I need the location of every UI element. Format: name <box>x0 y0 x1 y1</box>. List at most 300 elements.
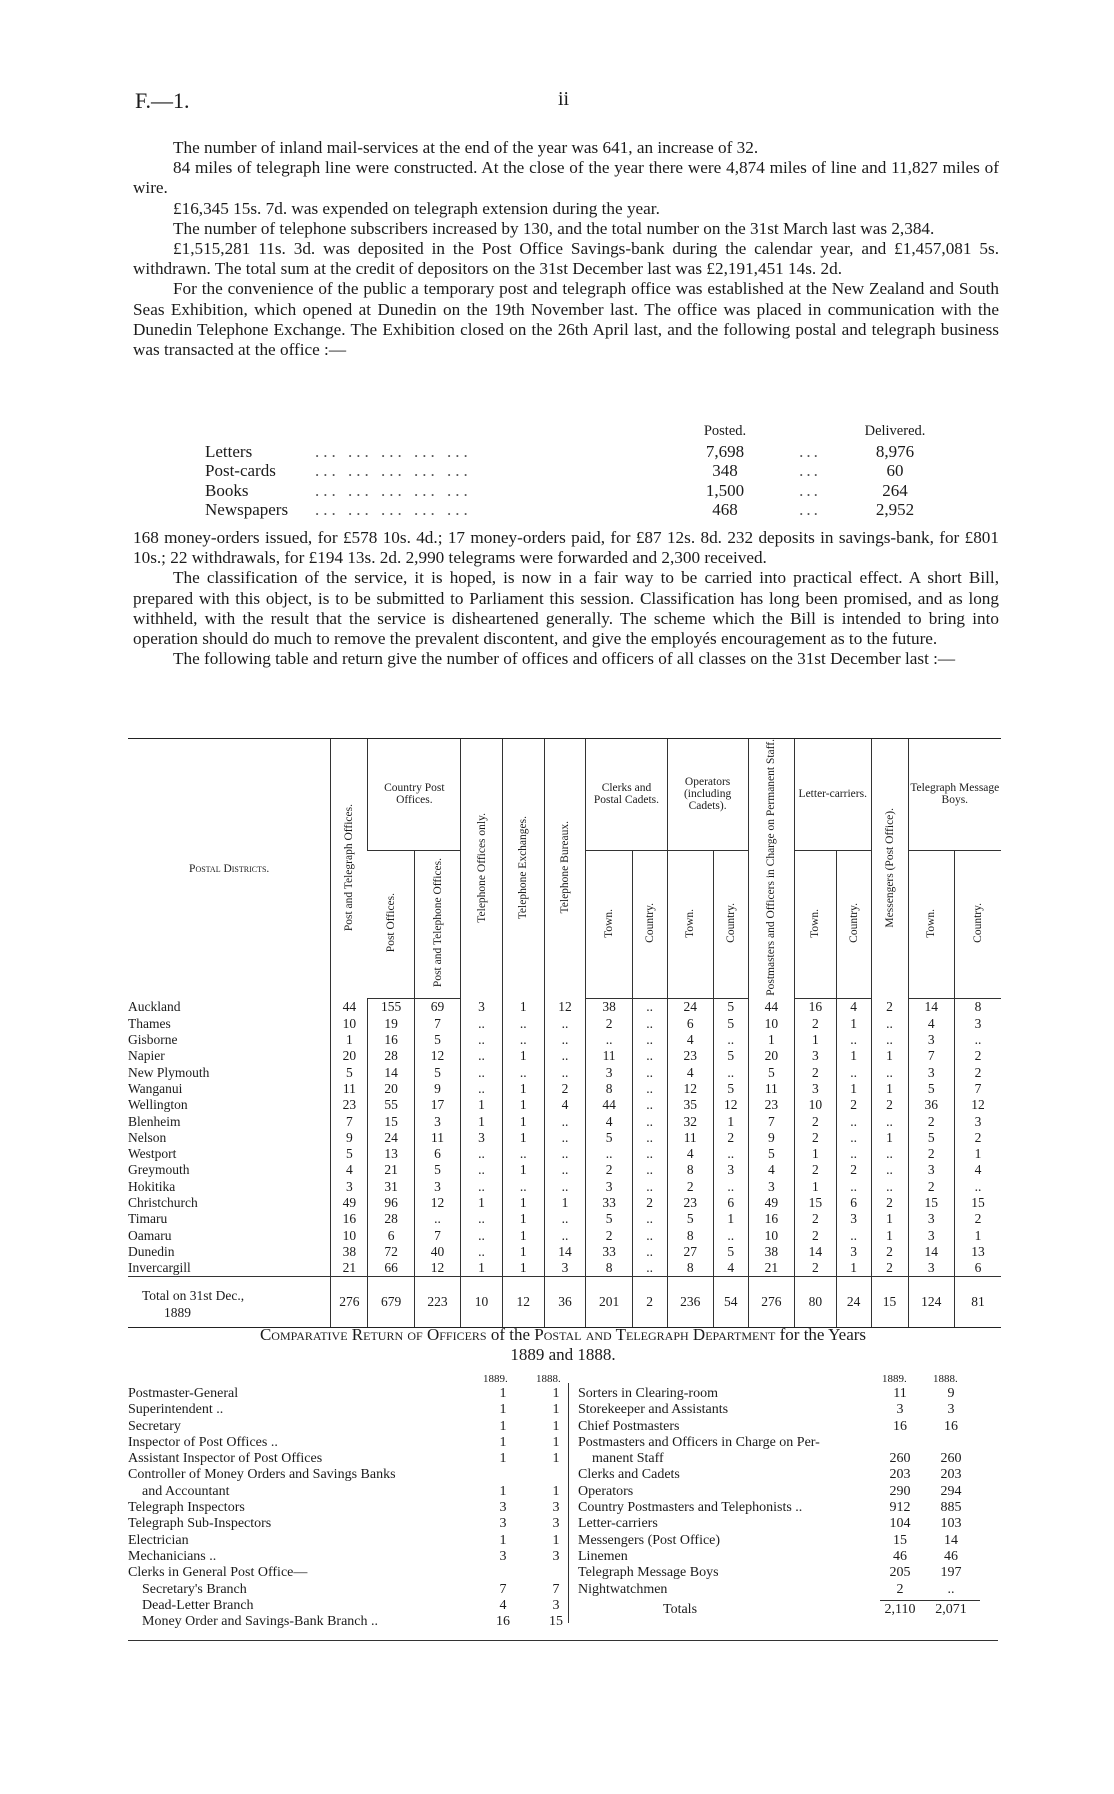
return-label: Clerks in General Post Office— <box>128 1565 308 1581</box>
table-cell: .. <box>544 1016 586 1032</box>
total-cell: 276 <box>748 1277 794 1328</box>
document-reference: F.—1. <box>135 88 190 113</box>
table-cell: 2 <box>795 1064 837 1080</box>
return-row <box>578 1582 998 1598</box>
year-1889-left: 1889. <box>483 1373 508 1385</box>
country-subheader: Country. <box>971 903 984 943</box>
table-cell: 2 <box>836 1162 871 1178</box>
table-cell: .. <box>502 1064 544 1080</box>
table-cell: 3 <box>414 1113 460 1129</box>
table-cell: 1 <box>461 1113 503 1129</box>
title-part: Postal and Telegraph Department <box>534 1325 776 1344</box>
value-1888: 1 <box>552 1418 560 1434</box>
value-1889: 4 <box>499 1597 507 1613</box>
table-cell: 9 <box>331 1130 368 1146</box>
table-cell: 2 <box>871 1097 908 1113</box>
table-cell: 1 <box>461 1097 503 1113</box>
table-cell: 1 <box>871 1130 908 1146</box>
table-cell: 1 <box>461 1260 503 1277</box>
value-1888: 885 <box>940 1500 962 1516</box>
return-row <box>128 1500 558 1516</box>
return-row <box>128 1419 558 1435</box>
table-cell: 20 <box>368 1081 414 1097</box>
return-label: Telegraph Inspectors <box>128 1500 245 1516</box>
total-cell: 124 <box>908 1277 954 1328</box>
return-label: Secretary's Branch <box>128 1581 247 1597</box>
table-cell: 21 <box>368 1162 414 1178</box>
table-cell: .. <box>544 1211 586 1227</box>
district-row <box>128 1113 1001 1129</box>
table-cell: 2 <box>871 1244 908 1260</box>
return-row <box>578 1565 998 1581</box>
table-cell: 2 <box>908 1146 954 1162</box>
table-cell: 14 <box>908 999 954 1016</box>
return-label: Linemen <box>578 1548 628 1564</box>
table-cell: .. <box>461 1146 503 1162</box>
table-cell: 5 <box>713 1016 748 1032</box>
table-cell: 5 <box>908 1130 954 1146</box>
value-1889: 1 <box>499 1451 507 1467</box>
districts-header: Postal Districts. <box>128 739 331 999</box>
table-cell: 15 <box>368 1113 414 1129</box>
table-cell: 3 <box>836 1211 871 1227</box>
table-cell: 12 <box>713 1097 748 1113</box>
intro-text <box>133 138 999 360</box>
table-cell: .. <box>502 1146 544 1162</box>
district-name: Thames <box>128 1015 171 1031</box>
value-1889: 912 <box>889 1500 911 1516</box>
table-cell: 12 <box>954 1097 1001 1113</box>
table-cell: 2 <box>908 1113 954 1129</box>
table-cell: .. <box>871 1162 908 1178</box>
return-label: Chief Postmasters <box>578 1418 680 1434</box>
value-1888: 7 <box>552 1581 560 1597</box>
column-divider <box>568 1383 569 1623</box>
total-cell: 15 <box>871 1277 908 1328</box>
total-cell: 54 <box>713 1277 748 1328</box>
paragraph: The number of inland mail-services at the end of the year was 641, an increase of 32. <box>173 138 759 157</box>
table-cell: 2 <box>795 1113 837 1129</box>
return-row <box>578 1402 998 1418</box>
letter-carriers-header: Letter-carriers. <box>795 739 872 851</box>
mail-delivered: 8,976 <box>875 441 915 461</box>
table-cell: 1 <box>748 1032 794 1048</box>
district-row <box>128 1179 1001 1195</box>
table-cell: 1 <box>461 1195 503 1211</box>
table-cell: 8 <box>667 1260 713 1277</box>
table-cell: .. <box>871 1032 908 1048</box>
district-name: Oamaru <box>128 1227 172 1243</box>
table-cell: 2 <box>954 1064 1001 1080</box>
district-name: Invercargill <box>128 1260 191 1276</box>
value-1889: 1 <box>499 1483 507 1499</box>
mail-label: Books <box>205 480 249 500</box>
table-cell: 4 <box>954 1162 1001 1178</box>
table-cell: 1 <box>502 1081 544 1097</box>
page-number: ii <box>558 88 570 110</box>
return-row <box>578 1533 998 1549</box>
table-cell: 2 <box>795 1162 837 1178</box>
table-cell: 1 <box>502 1244 544 1260</box>
table-cell: .. <box>544 1032 586 1048</box>
return-label: Operators <box>578 1483 634 1499</box>
table-cell: 55 <box>368 1097 414 1113</box>
table-cell: 5 <box>713 999 748 1016</box>
year-1888-right: 1888. <box>933 1373 958 1385</box>
table-cell: .. <box>713 1032 748 1048</box>
table-cell: 23 <box>667 1195 713 1211</box>
mail-posted: 348 <box>712 461 738 481</box>
comparative-right-column <box>578 1386 998 1618</box>
return-label: Telegraph Sub-Inspectors <box>128 1516 272 1532</box>
table-cell: 3 <box>908 1064 954 1080</box>
table-cell: 2 <box>586 1162 632 1178</box>
value-1889: 205 <box>889 1565 911 1581</box>
table-cell: 7 <box>748 1113 794 1129</box>
table-cell: .. <box>836 1130 871 1146</box>
table-cell: .. <box>836 1227 871 1243</box>
table-cell: 2 <box>954 1211 1001 1227</box>
table-cell: 1 <box>954 1146 1001 1162</box>
table-cell: 3 <box>954 1016 1001 1032</box>
table-cell: .. <box>632 1113 667 1129</box>
return-row <box>578 1435 998 1451</box>
delivered-header: Delivered. <box>864 423 926 440</box>
return-row <box>128 1582 558 1598</box>
offices-officers-table <box>128 738 1001 1328</box>
table-cell: .. <box>544 1146 586 1162</box>
table-cell: 10 <box>331 1227 368 1243</box>
table-cell: .. <box>632 1227 667 1243</box>
table-cell: 13 <box>368 1146 414 1162</box>
year-1888-left: 1888. <box>536 1373 561 1385</box>
table-cell: 12 <box>414 1260 460 1277</box>
table-cell: .. <box>632 1162 667 1178</box>
return-row <box>128 1516 558 1532</box>
table-cell: 3 <box>544 1260 586 1277</box>
table-cell: 23 <box>331 1097 368 1113</box>
operators-header: Operators (including Cadets). <box>667 739 748 851</box>
table-cell: 16 <box>368 1032 414 1048</box>
district-row <box>128 1211 1001 1227</box>
table-cell: 16 <box>748 1211 794 1227</box>
table-cell: 20 <box>748 1048 794 1064</box>
value-1889: 260 <box>889 1451 911 1467</box>
table-cell: 4 <box>331 1162 368 1178</box>
posted-header: Posted. <box>703 423 747 440</box>
return-row <box>128 1467 558 1483</box>
table-cell: 24 <box>667 999 713 1016</box>
district-name: Auckland <box>128 999 181 1015</box>
table-cell: 10 <box>748 1016 794 1032</box>
table-cell: 2 <box>871 1195 908 1211</box>
table-cell: 1 <box>502 1195 544 1211</box>
table-cell: 7 <box>414 1227 460 1243</box>
paragraph: 168 money-orders issued, for £578 10s. 4d.; 17 money-orders paid, for £87 12s. 8d. 232 deposits in savings-bank, for £801 10s.; 22 withdrawals, for £194 13s. 2d. 2,990 telegrams were forwarded and 2,300 received. <box>133 528 999 568</box>
value-1889: 1 <box>499 1532 507 1548</box>
return-label: Letter-carriers <box>578 1516 658 1532</box>
value-1889: 3 <box>499 1500 507 1516</box>
table-cell: 10 <box>331 1016 368 1032</box>
table-cell: 1 <box>502 1097 544 1113</box>
country-subheader: Country. <box>643 903 656 943</box>
district-row <box>128 1260 1001 1277</box>
table-cell: .. <box>836 1179 871 1195</box>
postmasters-header: Postmasters and Officers in Charge on Permanent Staff. <box>765 739 778 996</box>
staff-table-body <box>128 999 1001 1328</box>
table-cell: 3 <box>748 1179 794 1195</box>
district-name: New Plymouth <box>128 1064 210 1080</box>
table-cell: 36 <box>908 1097 954 1113</box>
table-cell: 3 <box>414 1179 460 1195</box>
value-1888: 103 <box>940 1516 962 1532</box>
district-name: Nelson <box>128 1129 167 1145</box>
table-cell: .. <box>544 1227 586 1243</box>
table-cell: 12 <box>414 1195 460 1211</box>
table-cell: 3 <box>836 1244 871 1260</box>
value-1888: 294 <box>940 1483 962 1499</box>
post-offices-subheader: Post Offices. <box>384 893 397 953</box>
table-cell: 16 <box>331 1211 368 1227</box>
total-row <box>128 1277 1001 1328</box>
table-cell: 35 <box>667 1097 713 1113</box>
table-cell: 5 <box>414 1032 460 1048</box>
value-1888: 1 <box>552 1434 560 1450</box>
table-cell: .. <box>461 1162 503 1178</box>
table-cell: 11 <box>414 1130 460 1146</box>
return-label: Dead-Letter Branch <box>128 1597 254 1613</box>
return-row <box>128 1402 558 1418</box>
country-subheader: Country. <box>724 903 737 943</box>
district-name: Christchurch <box>128 1195 198 1210</box>
town-subheader: Town. <box>809 908 822 938</box>
total-1888: 2,071 <box>935 1601 967 1617</box>
table-cell: 17 <box>414 1097 460 1113</box>
table-cell: 5 <box>414 1064 460 1080</box>
mail-posted: 1,500 <box>705 480 745 500</box>
table-cell: .. <box>586 1146 632 1162</box>
table-cell: .. <box>632 1081 667 1097</box>
table-cell: 2 <box>713 1130 748 1146</box>
value-1888: 3 <box>947 1402 955 1418</box>
value-1889: 15 <box>893 1532 907 1548</box>
return-row <box>578 1467 998 1483</box>
table-cell: 24 <box>368 1130 414 1146</box>
table-cell: 1 <box>871 1211 908 1227</box>
district-name: Wanganui <box>128 1080 183 1096</box>
table-cell: 2 <box>908 1179 954 1195</box>
table-cell: 1 <box>871 1227 908 1243</box>
total-cell: 201 <box>586 1277 632 1328</box>
table-cell: 5 <box>414 1162 460 1178</box>
table-cell: .. <box>461 1179 503 1195</box>
table-cell: 6 <box>414 1146 460 1162</box>
value-1889: 203 <box>889 1467 911 1483</box>
table-cell: 1 <box>836 1260 871 1277</box>
table-cell: 2 <box>795 1260 837 1277</box>
value-1888: 197 <box>940 1565 962 1581</box>
return-row <box>578 1500 998 1516</box>
return-row <box>578 1419 998 1435</box>
return-label: Controller of Money Orders and Savings Banks <box>128 1467 396 1483</box>
return-label: Electrician <box>128 1532 189 1548</box>
table-cell: .. <box>502 1179 544 1195</box>
table-cell: 14 <box>795 1244 837 1260</box>
value-1889: 290 <box>889 1483 911 1499</box>
table-cell: .. <box>632 1064 667 1080</box>
district-name: Gisborne <box>128 1032 178 1048</box>
total-label <box>128 1277 331 1328</box>
table-cell: 15 <box>954 1195 1001 1211</box>
town-subheader: Town. <box>684 908 697 938</box>
return-row <box>128 1435 558 1451</box>
value-1888: 1 <box>552 1532 560 1548</box>
table-cell: 31 <box>368 1179 414 1195</box>
table-cell: 11 <box>331 1081 368 1097</box>
mail-label: Letters <box>205 441 253 461</box>
table-cell: 1 <box>502 1211 544 1227</box>
table-cell: 1 <box>795 1032 837 1048</box>
value-1888: 16 <box>944 1418 958 1434</box>
table-cell: 155 <box>368 999 414 1016</box>
exhibition-mail-table: Posted. Delivered. Letters ... ... ... ... ... 7,698 ... 8,976 Post-cards ... ... ... ... ... 348 ... 60 Books ... ... ... ... ... 1,500 ... 264 Newspapers ... ... ... ... ... 468 ... 2,952 <box>205 422 935 520</box>
table-cell: .. <box>632 1130 667 1146</box>
return-label: Superintendent .. <box>128 1402 224 1418</box>
table-cell: 4 <box>667 1032 713 1048</box>
table-cell: .. <box>461 1244 503 1260</box>
town-subheader: Town. <box>925 908 938 938</box>
return-row <box>578 1484 998 1500</box>
table-cell: .. <box>461 1048 503 1064</box>
table-cell: 9 <box>748 1130 794 1146</box>
table-cell: 14 <box>908 1244 954 1260</box>
table-cell: 2 <box>544 1081 586 1097</box>
table-cell: 3 <box>461 1130 503 1146</box>
table-cell: 1 <box>871 1048 908 1064</box>
district-row <box>128 1244 1001 1260</box>
value-1889: 1 <box>499 1418 507 1434</box>
value-1889: 2 <box>896 1581 904 1597</box>
table-cell: .. <box>632 999 667 1016</box>
value-1889: 104 <box>889 1516 911 1532</box>
table-cell: 12 <box>544 999 586 1016</box>
telephone-bureaux-header: Telephone Bureaux. <box>559 821 572 914</box>
paragraph: The number of telephone subscribers increased by 130, and the total number on the 31st March last was 2,384. <box>173 218 935 238</box>
value-1888: 1 <box>552 1386 560 1401</box>
message-boys-header: Telegraph Message Boys. <box>908 739 1001 851</box>
value-1888: .. <box>947 1581 955 1597</box>
district-name: Greymouth <box>128 1162 190 1178</box>
district-name: Hokitika <box>128 1178 176 1194</box>
table-cell: 1 <box>502 1162 544 1178</box>
table-cell: 6 <box>667 1016 713 1032</box>
total-cell: 81 <box>954 1277 1001 1328</box>
table-cell: .. <box>544 1113 586 1129</box>
table-cell: 4 <box>748 1162 794 1178</box>
table-cell: .. <box>713 1179 748 1195</box>
return-label: Postmasters and Officers in Charge on Per- <box>578 1434 820 1450</box>
return-label: manent Staff <box>578 1451 664 1467</box>
table-cell: .. <box>632 1244 667 1260</box>
value-1888: 203 <box>940 1467 962 1483</box>
table-cell: .. <box>461 1032 503 1048</box>
table-cell: 3 <box>908 1260 954 1277</box>
return-label: Inspector of Post Offices .. <box>128 1434 278 1450</box>
comparative-left-column <box>128 1386 563 1630</box>
district-row <box>128 1130 1001 1146</box>
table-cell: 19 <box>368 1016 414 1032</box>
table-cell: 1 <box>795 1179 837 1195</box>
table-cell: 96 <box>368 1195 414 1211</box>
table-cell: 1 <box>502 1260 544 1277</box>
value-1888: 1 <box>552 1483 560 1499</box>
value-1888: 260 <box>940 1451 962 1467</box>
table-cell: 2 <box>954 1048 1001 1064</box>
table-cell: 12 <box>667 1081 713 1097</box>
district-name: Timaru <box>128 1211 168 1227</box>
bottom-rule <box>128 1640 998 1641</box>
table-cell: 44 <box>748 999 794 1016</box>
table-cell: 2 <box>667 1179 713 1195</box>
value-1888: 9 <box>947 1386 955 1401</box>
table-cell: 1 <box>836 1048 871 1064</box>
mail-delivered: 60 <box>886 461 904 481</box>
total-cell: 2 <box>632 1277 667 1328</box>
table-cell: 1 <box>502 999 544 1016</box>
return-row <box>128 1386 558 1402</box>
total-cell: 223 <box>414 1277 460 1328</box>
table-cell: 2 <box>836 1097 871 1113</box>
table-cell: .. <box>871 1064 908 1080</box>
table-cell: .. <box>954 1032 1001 1048</box>
table-cell: .. <box>414 1211 460 1227</box>
return-label: Secretary <box>128 1418 181 1434</box>
total-label-line: 1889 <box>164 1305 191 1321</box>
value-1888: 1 <box>552 1402 560 1418</box>
table-cell: 23 <box>667 1048 713 1064</box>
value-1889: 46 <box>893 1548 907 1564</box>
value-1889: 16 <box>496 1614 510 1630</box>
table-cell: .. <box>954 1179 1001 1195</box>
district-row <box>128 999 1001 1016</box>
return-label: Storekeeper and Assistants <box>578 1402 729 1418</box>
table-cell: 3 <box>586 1064 632 1080</box>
return-label: Sorters in Clearing-room <box>578 1386 718 1401</box>
return-label: Country Postmasters and Telephonists .. <box>578 1500 803 1516</box>
table-cell: .. <box>632 1016 667 1032</box>
district-row <box>128 1048 1001 1064</box>
paragraph: The following table and return give the number of offices and officers of all classes on the 31st December last :— <box>173 649 956 669</box>
district-row <box>128 1016 1001 1032</box>
value-1889: 1 <box>499 1434 507 1450</box>
value-1888: 3 <box>552 1516 560 1532</box>
value-1889: 3 <box>896 1402 904 1418</box>
table-cell: 5 <box>586 1130 632 1146</box>
table-cell: 1 <box>795 1146 837 1162</box>
table-cell: 6 <box>713 1195 748 1211</box>
value-1889: 11 <box>893 1386 907 1401</box>
paragraph: 84 miles of telegraph line were constructed. At the close of the year there were 4,874 miles of line and 11,827 miles of wire. <box>133 158 999 198</box>
table-cell: .. <box>461 1081 503 1097</box>
table-cell: 1 <box>836 1016 871 1032</box>
return-row <box>128 1565 558 1581</box>
table-cell: .. <box>871 1113 908 1129</box>
value-1888: 3 <box>552 1500 560 1516</box>
table-cell: 5 <box>748 1064 794 1080</box>
table-cell: .. <box>632 1179 667 1195</box>
table-cell: 11 <box>586 1048 632 1064</box>
mail-label: Newspapers <box>205 500 289 520</box>
